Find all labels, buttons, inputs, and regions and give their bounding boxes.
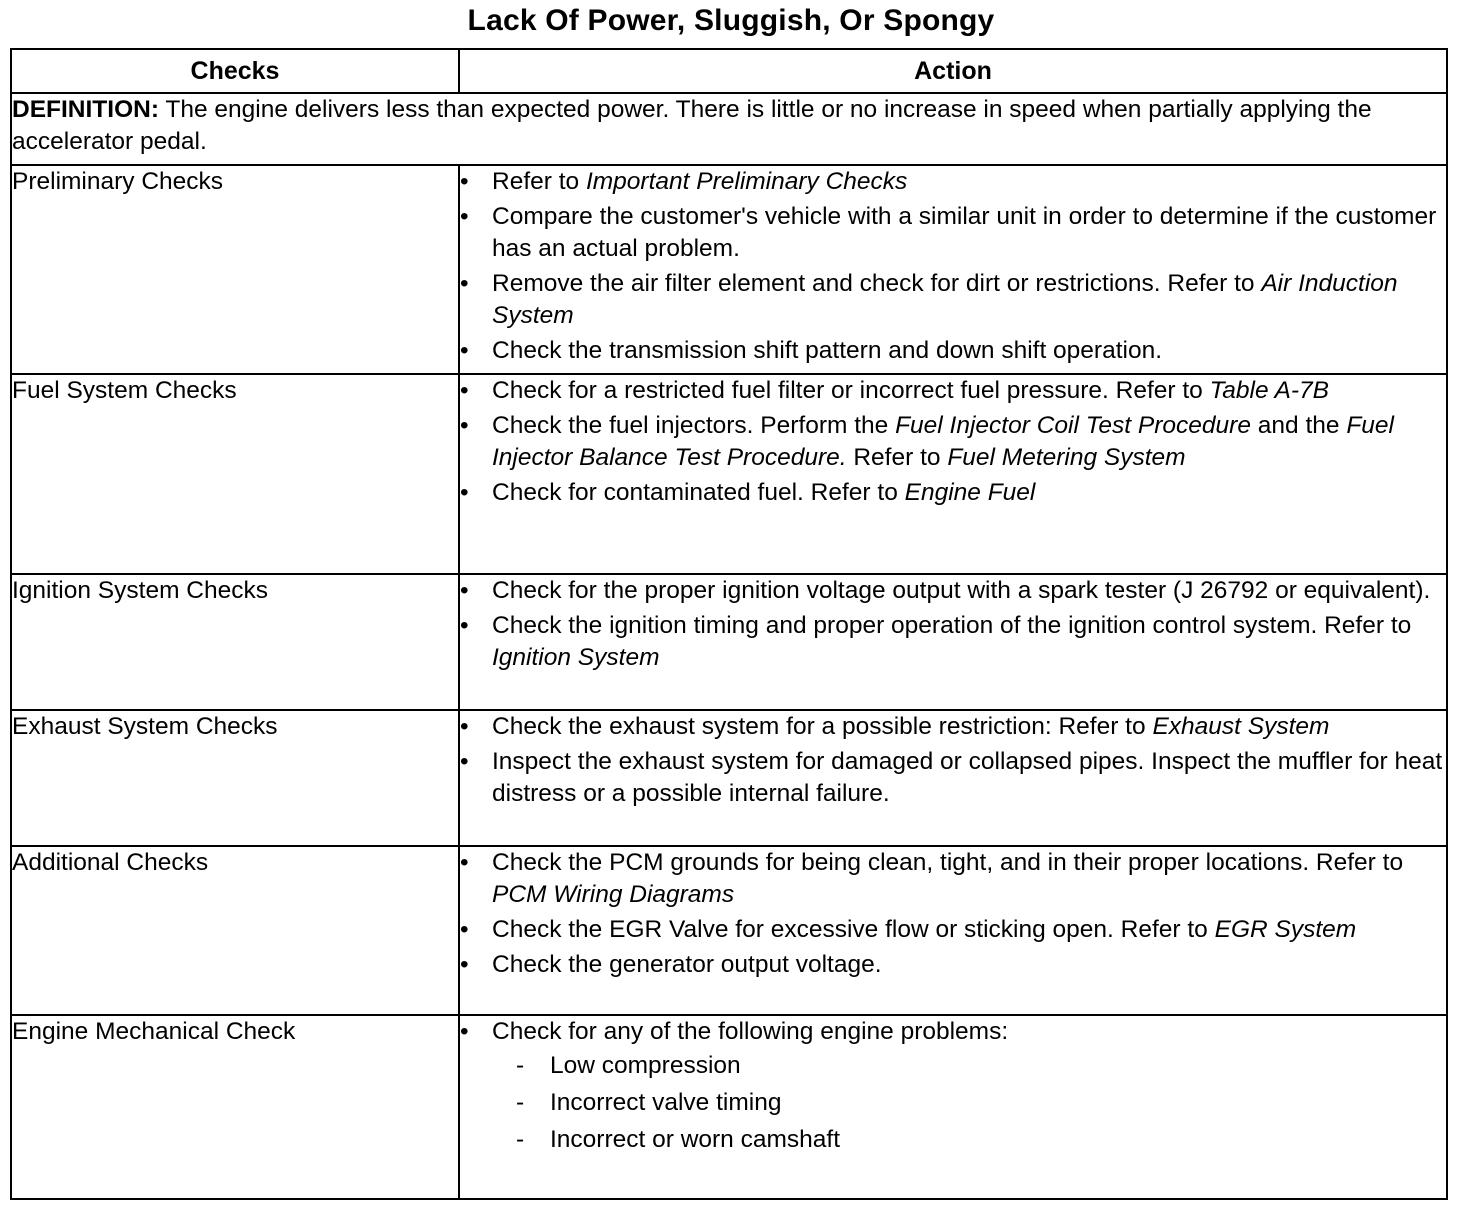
action-text: Check the transmission shift pattern and down shift operation.	[492, 337, 1163, 365]
header-row	[11, 49, 1447, 93]
action-text: Check the PCM grounds for being clean, tight, and in their proper locations. Refer to	[492, 849, 1404, 877]
action-text: Check the EGR Valve for excessive flow or sticking open. Refer to	[492, 916, 1215, 944]
page-title: Lack Of Power, Sluggish, Or Spongy	[467, 4, 995, 37]
header-action: Action	[459, 49, 1447, 93]
sub-item: - Low compression	[492, 1050, 1446, 1082]
reference-text: Important Preliminary Checks	[585, 168, 908, 196]
action-list	[460, 575, 1446, 674]
action-cell	[459, 710, 1447, 846]
table-row	[11, 846, 1447, 1014]
definition-label: DEFINITION:	[12, 96, 159, 123]
action-text: Check for contaminated fuel. Refer to	[492, 478, 905, 506]
action-item	[460, 847, 1446, 911]
action-item	[460, 375, 1446, 407]
action-item	[460, 166, 1446, 198]
action-list	[460, 711, 1446, 810]
reference-text: Fuel Injector Coil Test Procedure	[895, 411, 1251, 439]
reference-text: Engine Fuel	[904, 478, 1036, 506]
table-row	[11, 1015, 1447, 1199]
action-cell	[459, 165, 1447, 373]
action-text: Compare the customer's vehicle with a similar unit in order to determine if the customer has an actual problem.	[492, 203, 1437, 263]
table-row	[11, 574, 1447, 710]
check-name-cell: Fuel System Checks	[11, 374, 459, 574]
check-name-cell: Additional Checks	[11, 846, 459, 1014]
action-text: Check the ignition timing and proper operation of the ignition control system. Refer to	[492, 611, 1412, 639]
table-body	[11, 93, 1447, 1199]
reference-text: Ignition System	[492, 643, 660, 671]
reference-text: Fuel Metering System	[947, 443, 1186, 471]
action-item	[460, 575, 1446, 607]
action-item	[460, 201, 1446, 265]
action-text: Remove the air filter element and check for dirt or restrictions. Refer to	[492, 270, 1262, 298]
table-row	[11, 165, 1447, 373]
action-list	[460, 847, 1446, 981]
reference-text: EGR System	[1214, 916, 1357, 944]
action-text: Refer to	[492, 168, 586, 196]
action-text: Check for the proper ignition voltage output with a spark tester (J 26792 or equivalent).	[492, 576, 1431, 604]
header-checks: Checks	[11, 49, 459, 93]
action-text: Inspect the exhaust system for damaged or collapsed pipes. Inspect the muffler for heat distress or a possible internal failure.	[492, 748, 1443, 808]
action-item	[460, 914, 1446, 946]
check-name-cell: Preliminary Checks	[11, 165, 459, 373]
action-text: Check the fuel injectors. Perform the	[492, 411, 896, 439]
action-item	[460, 410, 1446, 474]
sub-item: - Incorrect or worn camshaft	[492, 1124, 1446, 1156]
action-text: Check the exhaust system for a possible restriction: Refer to	[492, 713, 1153, 741]
reference-text: PCM Wiring Diagrams	[492, 881, 735, 909]
action-cell	[459, 574, 1447, 710]
action-item	[460, 949, 1446, 981]
check-name-cell: Engine Mechanical Check	[11, 1015, 459, 1199]
action-text: Check for any of the following engine problems:	[492, 1017, 1009, 1045]
action-item	[460, 477, 1446, 509]
table-row	[11, 374, 1447, 574]
reference-text: Fuel Injector Balance Test Procedure.	[492, 411, 1394, 471]
action-text: Check for a restricted fuel filter or incorrect fuel pressure. Refer to	[492, 376, 1210, 404]
sub-item: - Incorrect valve timing	[492, 1087, 1446, 1119]
diagnostic-table	[10, 48, 1448, 1200]
action-list	[460, 1016, 1446, 1156]
sub-list	[492, 1050, 1446, 1156]
action-cell	[459, 1015, 1447, 1199]
action-list	[460, 375, 1446, 509]
action-item	[460, 610, 1446, 674]
action-cell	[459, 846, 1447, 1014]
definition-row	[11, 93, 1447, 165]
action-item	[460, 335, 1446, 367]
check-name-cell: Exhaust System Checks	[11, 710, 459, 846]
action-item	[460, 711, 1446, 743]
action-list	[460, 166, 1446, 367]
check-name-cell: Ignition System Checks	[11, 574, 459, 710]
action-text: Refer to	[846, 443, 948, 471]
action-item	[460, 268, 1446, 332]
definition-text: The engine delivers less than expected power. There is little or no increase in speed when partially applying the accelerator pedal.	[12, 96, 1372, 155]
action-text: and the	[1250, 411, 1347, 439]
reference-text: Exhaust System	[1152, 713, 1330, 741]
action-item	[460, 1016, 1446, 1156]
reference-text: Table A-7B	[1209, 376, 1329, 404]
definition-cell	[11, 93, 1447, 165]
table-row	[11, 710, 1447, 846]
action-text: Check the generator output voltage.	[492, 951, 882, 979]
action-item	[460, 746, 1446, 810]
reference-text: Air Induction System	[492, 270, 1398, 330]
action-cell	[459, 374, 1447, 574]
